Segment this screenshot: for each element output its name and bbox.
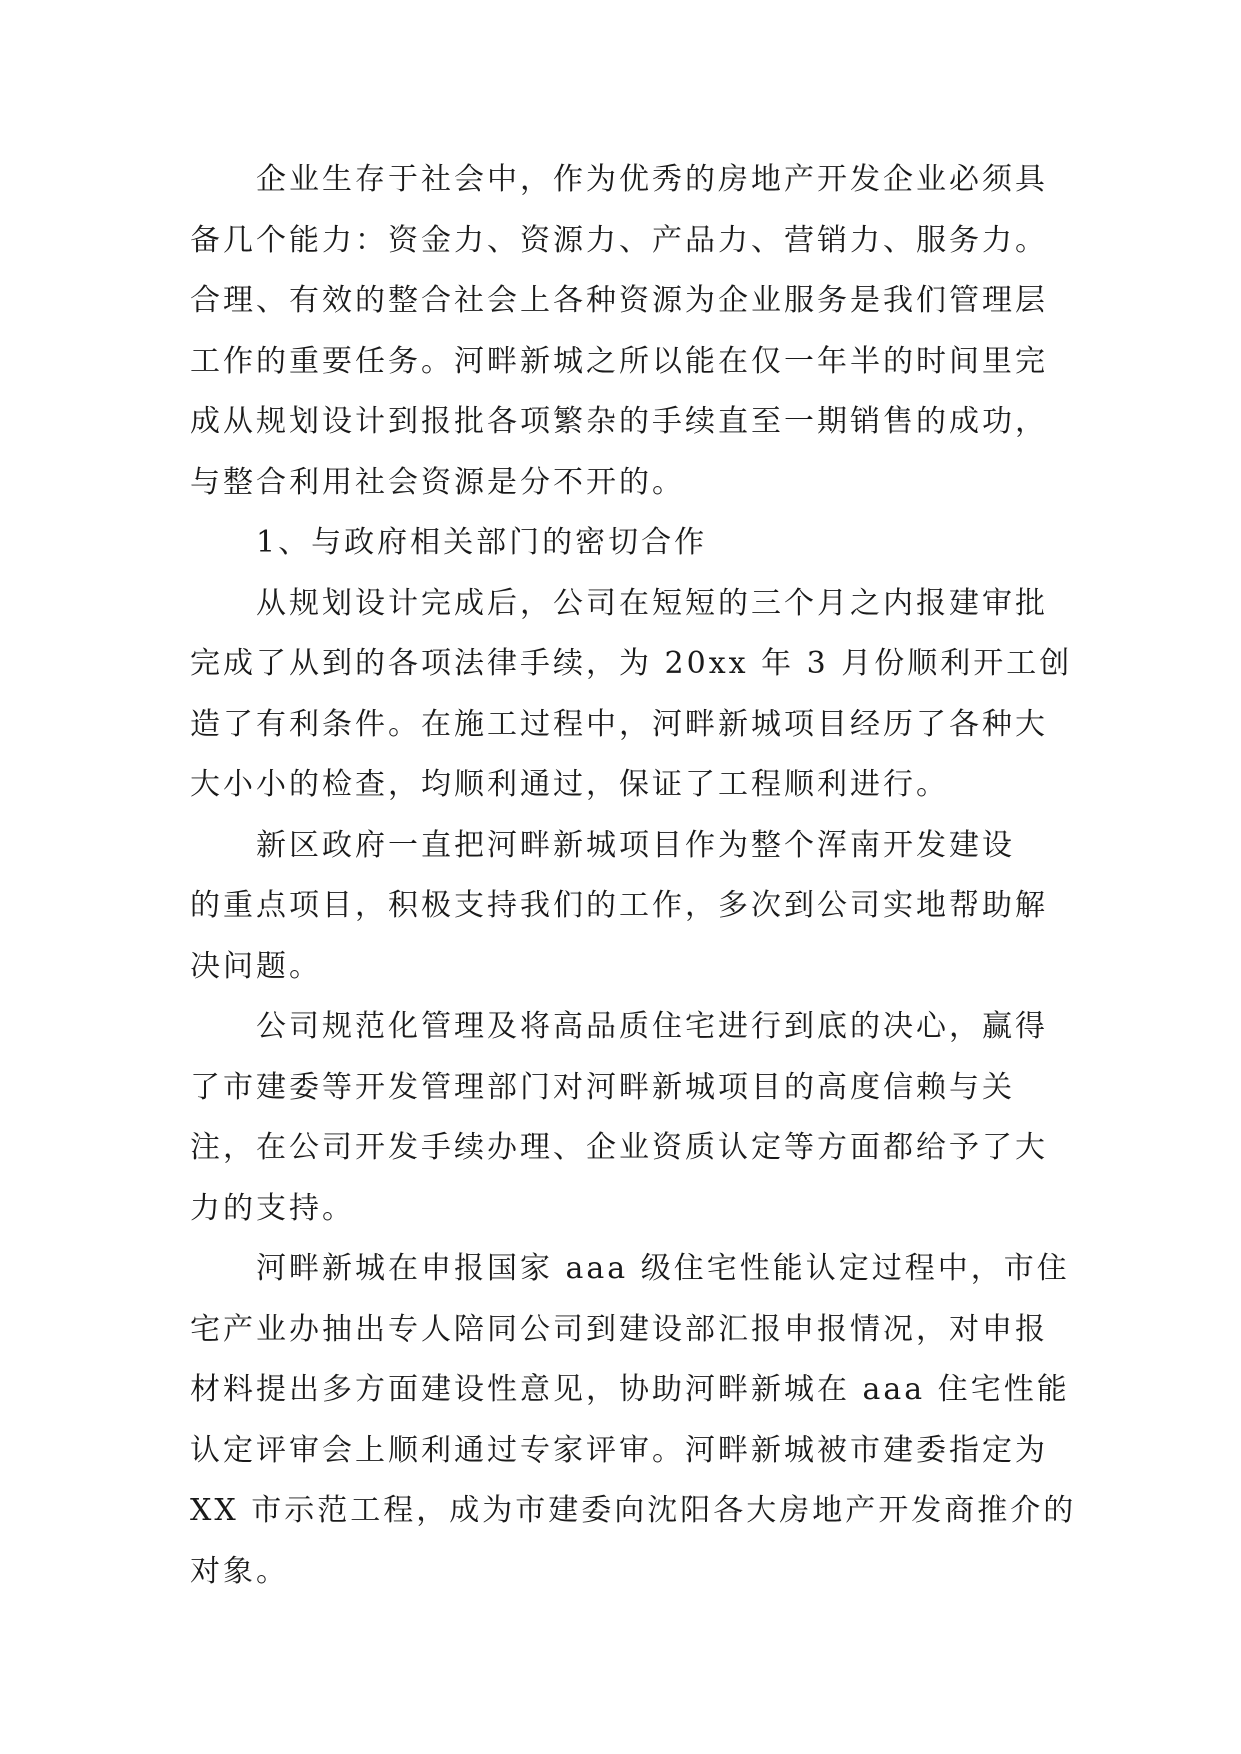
text-line: 决问题。 [190,948,322,984]
text-line: 从规划设计完成后，公司在短短的三个月之内报建审批 [256,585,1048,621]
paragraph-management [190,997,1050,1239]
text-line: 认定评审会上顺利通过专家评审。河畔新城被市建委指定为 [190,1432,1048,1468]
text-line: XX 市示范工程，成为市建委向沈阳各大房地产开发商推介的 [190,1493,1077,1528]
document-body [190,150,1077,1602]
text-line: 材料提出多方面建设性意见，协助河畔新城在 aaa 住宅性能 [190,1372,1070,1407]
paragraph-government [190,816,1050,998]
text-line: 了市建委等开发管理部门对河畔新城项目的高度信赖与关 [190,1069,1015,1105]
text-line: 与整合利用社会资源是分不开的。 [190,464,685,500]
text-line: 工作的重要任务。河畔新城之所以能在仅一年半的时间里完 [190,343,1048,379]
text-line: 新区政府一直把河畔新城项目作为整个浑南开发建设 [256,827,1015,863]
paragraph-intro [190,150,1050,513]
paragraph-approval [190,574,1073,816]
text-line: 力的支持。 [190,1190,355,1226]
text-line: 的重点项目，积极支持我们的工作，多次到公司实地帮助解 [190,888,1048,923]
text-line: 合理、有效的整合社会上各种资源为企业服务是我们管理层 [190,283,1048,318]
text-line: 企业生存于社会中，作为优秀的房地产开发企业必须具 [256,162,1048,197]
text-line: 备几个能力：资金力、资源力、产品力、营销力、服务力。 [190,222,1048,258]
paragraph-certification [190,1239,1077,1602]
text-line: 公司规范化管理及将高品质住宅进行到底的决心，赢得 [256,1009,1048,1044]
text-line: 注，在公司开发手续办理、企业资质认定等方面都给予了大 [190,1130,1048,1165]
text-line: 河畔新城在申报国家 aaa 级住宅性能认定过程中，市住 [256,1251,1070,1286]
heading-line: 1、与政府相关部门的密切合作 [256,525,708,560]
text-line: 对象。 [190,1553,289,1589]
text-line: 造了有利条件。在施工过程中，河畔新城项目经历了各种大 [190,706,1048,742]
text-line: 完成了从到的各项法律手续，为 20xx 年 3 月份顺利开工创 [190,646,1073,681]
text-line: 宅产业办抽出专人陪同公司到建设部汇报申报情况，对申报 [190,1311,1048,1347]
text-line: 大小小的检查，均顺利通过，保证了工程顺利进行。 [190,767,949,802]
text-line: 成从规划设计到报批各项繁杂的手续直至一期销售的成功， [190,404,1048,439]
section-heading [190,513,1050,574]
